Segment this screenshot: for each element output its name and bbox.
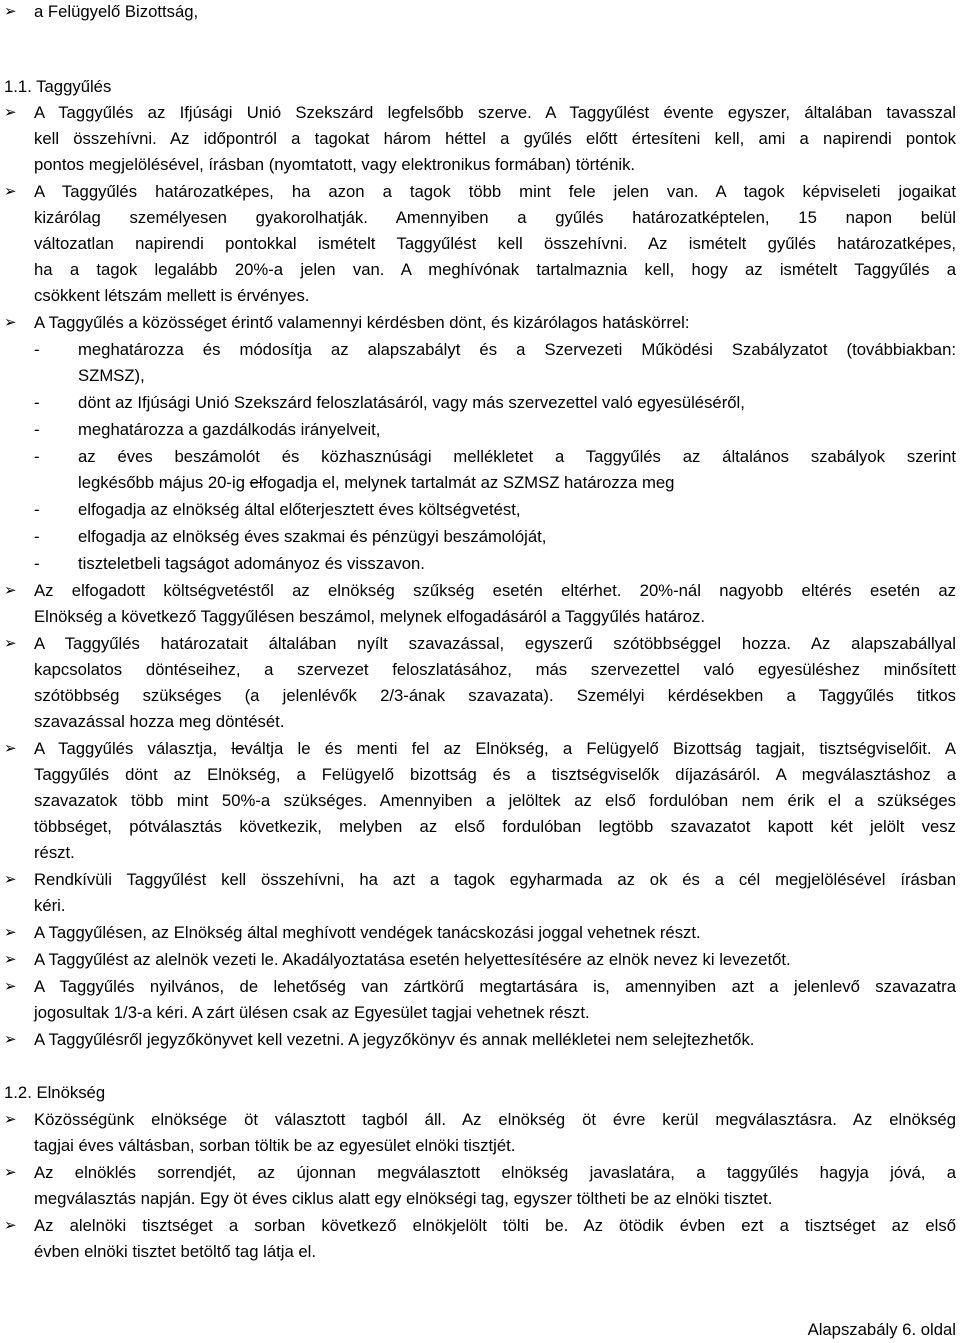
paragraph-line: A Taggyűlésről jegyzőkönyvet kell vezetni. A jegyzőkönyv és annak mellékletei nem selejtezhetők. (34, 1030, 755, 1049)
paragraph-line: A Taggyűlés választja, leváltja le és menti fel az Elnökség, a Felügyelő Bizottság tagjait, tisztségviselőit. A (34, 739, 956, 758)
bullet-icon: ➢ (4, 1164, 17, 1181)
paragraph-line: csökkent létszám mellett is érvényes. (34, 286, 310, 305)
bullet-icon: ➢ (4, 183, 17, 200)
paragraph-line: A Taggyűlés határozatait általában nyílt szavazással, egyszerű szótöbbséggel hozza. Az alapszabállyal (34, 634, 956, 653)
dash-marker: - (34, 393, 40, 412)
list-item: meghatározza és módosítja az alapszabályt és a Szervezeti Működési Szabályzatot (továbbiakban: (78, 340, 956, 359)
dash-marker: - (34, 447, 40, 466)
paragraph-line: kéri. (34, 896, 66, 915)
dash-marker: - (34, 554, 40, 573)
paragraph-line: kapcsolatos döntéseihez, a szervezet feloszlatásához, más szervezettel való egyesüléshez minősített (34, 660, 956, 679)
paragraph-line: Közösségünk elnöksége öt választott tagból áll. Az elnökség öt évre kerül megválasztásra. Az elnökség (34, 1110, 956, 1129)
paragraph-line: évben elnöki tisztet betöltő tag látja el. (34, 1242, 317, 1261)
paragraph-line: Elnökség a következő Taggyűlésen beszámol, melynek elfogadásáról a Taggyűlés határoz. (34, 607, 706, 626)
paragraph-line: A Taggyűlés az Ifjúsági Unió Szekszárd legfelsőbb szerve. A Taggyűlést évente egyszer, általában tavasszal (34, 103, 956, 122)
list-item: legkésőbb május 20-ig elfogadja el, melynek tartalmát az SZMSZ határozza meg (78, 473, 675, 492)
bullet-icon: ➢ (4, 1031, 17, 1048)
paragraph-line: Rendkívüli Taggyűlést kell összehívni, ha azt a tagok egyharmada az ok és a cél megjelölésével írásban (34, 870, 956, 889)
list-item: meghatározza a gazdálkodás irányelveit, (78, 420, 381, 439)
list-item: dönt az Ifjúsági Unió Szekszárd feloszlatásáról, vagy más szervezettel való egyesüléséről, (78, 393, 745, 412)
paragraph-line: szótöbbség szükséges (a jelenlévők 2/3-ának szavazata). Személyi kérdésekben a Taggyűlés titkos (34, 686, 956, 705)
bullet-icon: ➢ (4, 740, 17, 757)
bullet-icon: ➢ (4, 871, 17, 888)
list-item: az éves beszámolót és közhasznúsági mellékletet a Taggyűlés az általános szabályok szerint (78, 447, 956, 466)
list-item: elfogadja az elnökség éves szakmai és pénzügyi beszámolóját, (78, 527, 547, 546)
list-item: tiszteletbeli tagságot adományoz és visszavon. (78, 554, 425, 573)
bullet-icon: ➢ (4, 104, 17, 121)
paragraph-line: Taggyűlés dönt az Elnökség, a Felügyelő bizottság és a tisztségviselők díjazásáról. A megválasztáshoz a (34, 765, 956, 784)
section-heading-elnokseg: 1.2. Elnökség (4, 1083, 106, 1102)
paragraph-line: A Taggyűlés határozatképes, ha azon a tagok több mint fele jelen van. A tagok képviseleti jogaikat (34, 182, 956, 201)
intro-text: a Felügyelő Bizottság, (34, 2, 199, 21)
paragraph-line: A Taggyűlést az alelnök vezeti le. Akadályoztatása esetén helyettesítésére az elnök nevez ki levezetőt. (34, 950, 791, 969)
struck-text: le (231, 739, 245, 758)
dash-marker: - (34, 340, 40, 359)
bullet-icon: ➢ (4, 1111, 17, 1128)
paragraph-line: jogosultak 1/3-a kéri. A zárt ülésen csak az Egyesület tagjai vehetnek részt. (34, 1003, 590, 1022)
paragraph-line: pontos megjelölésével, írásban (nyomtatott, vagy elektronikus formában) történik. (34, 155, 636, 174)
paragraph-line: A Taggyűlés a közösséget érintő valamennyi kérdésben dönt, és kizárólagos hatáskörrel: (34, 313, 690, 332)
bullet-icon: ➢ (4, 1217, 17, 1234)
paragraph-line: tagjai éves váltásban, sorban töltik be az egyesület elnöki tisztjét. (34, 1136, 516, 1155)
struck-text: el (249, 473, 263, 492)
paragraph-line: ha a tagok legalább 20%-a jelen van. A meghívónak tartalmaznia kell, hogy az ismételt Taggyűlés a (34, 260, 956, 279)
bullet-icon: ➢ (4, 635, 17, 652)
paragraph-line: A Taggyűlés nyilvános, de lehetőség van zártkörű megtartására is, amennyiben azt a jelenlevő szavazatra (34, 977, 956, 996)
paragraph-line: részt. (34, 843, 75, 862)
bullet-icon: ➢ (4, 951, 17, 968)
list-item: elfogadja az elnökség által előterjesztett éves költségvetést, (78, 500, 521, 519)
paragraph-line: szavazással hozza meg döntését. (34, 712, 285, 731)
paragraph-line: Az alelnöki tisztséget a sorban következő elnökjelölt tölti be. Az ötödik évben ezt a tisztséget az első (34, 1216, 956, 1235)
paragraph-line: kell összehívni. Az időpontról a tagokat három héttel a gyűlés előtt értesíteni kell, ami a napirendi pontok (34, 129, 956, 148)
dash-marker: - (34, 527, 40, 546)
paragraph-line: megválasztás napján. Egy öt éves ciklus alatt egy elnökségi tag, egyszer töltheti be az elnöki tisztet. (34, 1189, 773, 1208)
paragraph-line: változatlan napirendi pontokkal ismételt Taggyűlést kell összehívni. Az ismételt gyűlés határozatképes, (34, 234, 956, 253)
list-item: SZMSZ), (78, 366, 145, 385)
paragraph-line: szavazatok több mint 50%-a szükséges. Amennyiben a jelöltek az első fordulóban nem érik el a szükséges (34, 791, 956, 810)
bullet-icon: ➢ (4, 978, 17, 995)
dash-marker: - (34, 500, 40, 519)
paragraph-line: A Taggyűlésen, az Elnökség által meghívott vendégek tanácskozási joggal vehetnek részt. (34, 923, 701, 942)
paragraph-line: kizárólag személyesen gyakorolhatják. Amennyiben a gyűlés határozatképtelen, 15 napon belül (34, 208, 956, 227)
dash-marker: - (34, 420, 40, 439)
paragraph-line: többséget, pótválasztás következik, melyben az első fordulóban legtöbb szavazatot kapott két jelölt vesz (34, 817, 956, 836)
paragraph-line: Az elnöklés sorrendjét, az újonnan megválasztott elnökség javaslatára, a taggyűlés hagyja jóvá, a (34, 1163, 956, 1182)
page-footer: Alapszabály 6. oldal (807, 1320, 956, 1339)
bullet-icon: ➢ (4, 582, 17, 599)
bullet-icon: ➢ (4, 3, 17, 20)
paragraph-line: Az elfogadott költségvetéstől az elnökség szűkség esetén eltérhet. 20%-nál nagyobb eltérés esetén az (34, 581, 956, 600)
bullet-icon: ➢ (4, 314, 17, 331)
section-heading-taggyules: 1.1. Taggyűlés (4, 77, 112, 96)
bullet-icon: ➢ (4, 924, 17, 941)
